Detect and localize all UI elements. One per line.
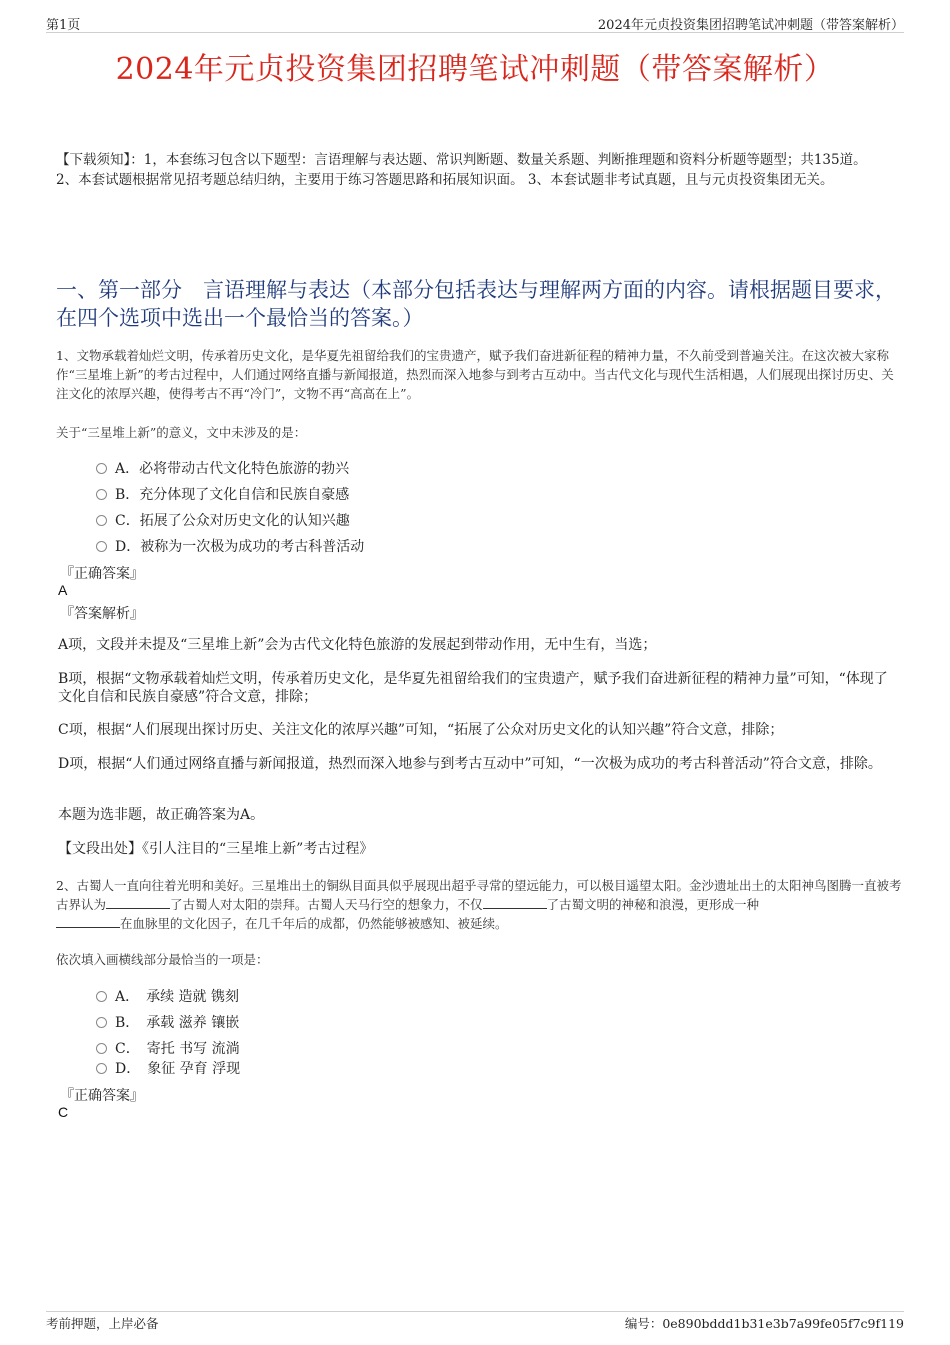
q1-answer: A [58,582,68,598]
q2-option-a-label: A． 承续 造就 镌刻 [115,989,240,1005]
q2-option-b-label: B． 承载 滋养 镶嵌 [115,1015,240,1031]
q1-analysis-label: 『答案解析』 [60,606,144,622]
section-title: 一、第一部分 言语理解与表达（本部分包括表达与理解两方面的内容。请根据题目要求，在四个选项中选出一个最恰当的答案。） [56,278,896,330]
q1-analysis-conclusion: 本题为选非题，故正确答案为A。 [58,807,265,823]
radio-icon[interactable] [96,1063,107,1074]
footer-code: 编号：0e890bddd1b31e3b7a99fe05f7c9f119 [624,1316,904,1331]
header-doc-title: 2024年元贞投资集团招聘笔试冲刺题（带答案解析） [597,18,904,33]
q2-blank-3 [56,915,120,928]
radio-icon[interactable] [96,541,107,552]
q1-option-a[interactable] [96,458,349,478]
radio-icon[interactable] [96,1017,107,1028]
q2-option-d-label: D． 象征 孕育 浮现 [115,1061,241,1077]
q1-option-a-label: A．必将带动古代文化特色旅游的勃兴 [115,461,350,477]
q1-analysis-d: D项，根据“人们通过网络直播与新闻报道，热烈而深入地参与到考古互动中”可知，“一次极为成功的考古科普活动”符合文意，排除。 [58,756,882,772]
header-page-number: 第1页 [46,18,81,33]
q1-option-c-label: C．拓展了公众对历史文化的认知兴趣 [115,513,350,529]
download-notice: 【下载须知】：1，本套练习包含以下题型：言语理解与表达题、常识判断题、数量关系题、判断推理题和资料分析题等题型；共135道。 2、本套试题根据常见招考题总结归纳，主要用于练习答题思路和拓展知识面。 3、本套试题非考试真题，且与元贞投资集团无关。 [56,152,867,188]
q1-option-c[interactable] [96,510,350,530]
header-divider [46,32,904,33]
q2-option-d[interactable] [96,1058,240,1078]
radio-icon[interactable] [96,1043,107,1054]
q1-source: 【文段出处】《引人注目的“三星堆上新”考古过程》 [58,841,374,857]
q2-blank-1 [106,896,170,909]
footer-slogan: 考前押题，上岸必备 [46,1316,159,1331]
q1-answer-label: 『正确答案』 [60,566,144,582]
q2-blank-2 [483,896,547,909]
radio-icon[interactable] [96,489,107,500]
q2-stem-part-3: 了古蜀文明的神秘和浪漫，更形成一种 [546,897,760,912]
q1-option-b[interactable] [96,484,349,504]
q2-answer-label: 『正确答案』 [60,1088,144,1104]
q1-option-d-label: D．被称为一次极为成功的考古科普活动 [115,539,365,555]
q1-option-d[interactable] [96,536,364,556]
radio-icon[interactable] [96,991,107,1002]
q1-analysis-b: B项，根据“文物承载着灿烂文明，传承着历史文化，是华夏先祖留给我们的宝贵遗产，赋予我们奋进新征程的精神力量”可知，“体现了文化自信和民族自豪感”符合文意，排除； [58,671,888,705]
q2-answer: C [58,1104,69,1120]
q2-question: 依次填入画横线部分最恰当的一项是： [56,952,269,967]
q2-stem-part-1: 2、古蜀人一直向往着光明和美好。三星堆出土的铜纵目面具似乎展现出超乎寻常的望远能力，可以极目遥望太阳。金沙遗址出土的太阳神鸟图腾一直被考古界认为 [56,878,902,912]
page-title: 2024年元贞投资集团招聘笔试冲刺题（带答案解析） [115,52,835,87]
footer-divider [46,1311,904,1312]
q1-stem: 1、文物承载着灿烂文明，传承着历史文化，是华夏先祖留给我们的宝贵遗产，赋予我们奋进新征程的精神力量，不久前受到普遍关注。在这次被大家称作“三星堆上新”的考古过程中，人们通过网络直播与新闻报道，热烈而深入地参与到考古互动中。当古代文化与现代生活相遇，人们展现出探讨历史、关注文化的浓厚兴趣，使得考古不再“冷门”，文物不再“高高在上”。 [56,348,894,401]
radio-icon[interactable] [96,463,107,474]
q2-option-b[interactable] [96,1012,239,1032]
q2-stem-part-4: 在血脉里的文化因子，在几千年后的成都，仍然能够被感知、被延续。 [120,916,508,931]
q1-option-b-label: B．充分体现了文化自信和民族自豪感 [115,487,350,503]
radio-icon[interactable] [96,515,107,526]
q2-stem-part-2: 了古蜀人对太阳的崇拜。古蜀人天马行空的想象力，不仅 [170,897,483,912]
q1-analysis-c: C项，根据“人们展现出探讨历史、关注文化的浓厚兴趣”可知，“拓展了公众对历史文化的认知兴趣”符合文意，排除； [58,722,784,738]
q1-question: 关于“三星堆上新”的意义，文中未涉及的是： [56,425,307,440]
q2-option-c-label: C． 寄托 书写 流淌 [115,1041,240,1057]
q2-stem [56,876,902,933]
q2-option-a[interactable] [96,986,239,1006]
q2-option-c[interactable] [96,1038,240,1058]
q1-analysis-a: A项，文段并未提及“三星堆上新”会为古代文化特色旅游的发展起到带动作用，无中生有，当选； [58,637,657,653]
